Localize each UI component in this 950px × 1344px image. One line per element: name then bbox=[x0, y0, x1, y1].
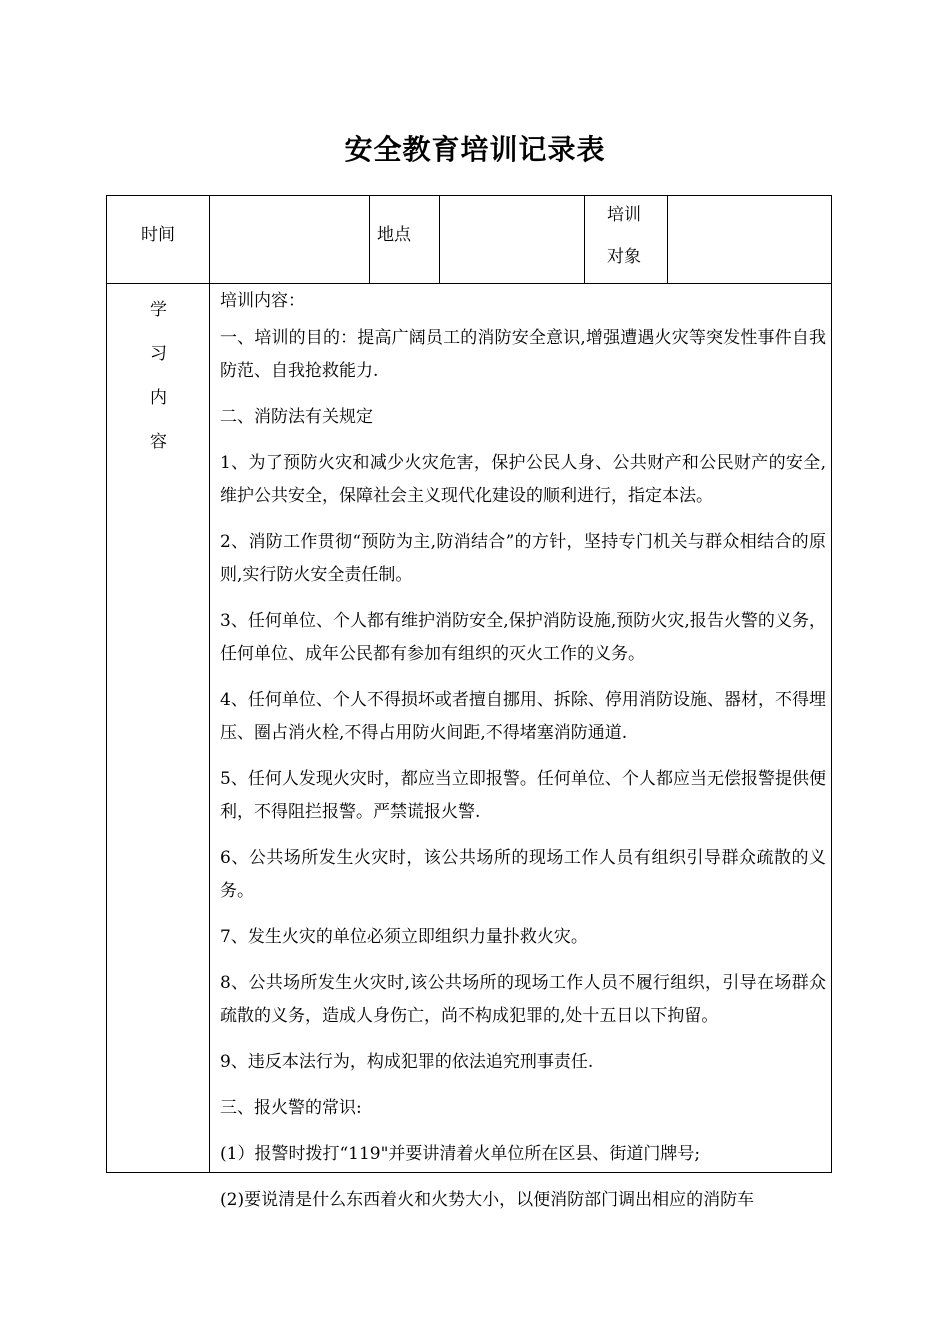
target-label-line1: 培训 bbox=[607, 205, 641, 225]
location-value[interactable] bbox=[440, 216, 584, 256]
location-label: 地点 bbox=[377, 225, 411, 245]
target-label-line2: 对象 bbox=[607, 247, 641, 267]
divider bbox=[584, 196, 585, 284]
target-value[interactable] bbox=[668, 216, 830, 256]
content-paragraph: 2、消防工作贯彻“预防为主,防消结合”的方针，坚持专门机关与群众相结合的原则,实行防火安全责任制。 bbox=[220, 532, 826, 585]
time-label: 时间 bbox=[141, 225, 175, 245]
content-paragraph: 三、报火警的常识: bbox=[220, 1098, 362, 1118]
training-content bbox=[220, 288, 826, 1230]
content-paragraph: 9、违反本法行为，构成犯罪的依法追究刑事责任. bbox=[220, 1052, 594, 1072]
page-title: 安全教育培训记录表 bbox=[344, 133, 606, 166]
content-heading: 培训内容： bbox=[220, 291, 305, 311]
content-paragraph: (2)要说清是什么东西着火和火势大小，以便消防部门调出相应的消防车 bbox=[220, 1190, 755, 1210]
time-value[interactable] bbox=[210, 216, 369, 256]
side-label-char: 学 bbox=[150, 300, 167, 320]
divider bbox=[369, 196, 370, 284]
content-paragraph: 1、为了预防火灾和减少火灾危害，保护公民人身、公共财产和公民财产的安全,维护公共安全，保障社会主义现代化建设的顺利进行，指定本法。 bbox=[220, 453, 826, 506]
content-paragraph: 5、任何人发现火灾时，都应当立即报警。任何单位、个人都应当无偿报警提供便利，不得阻拦报警。严禁谎报火警. bbox=[220, 769, 826, 822]
content-paragraph: 6、公共场所发生火灾时，该公共场所的现场工作人员有组织引导群众疏散的义务。 bbox=[220, 848, 826, 901]
content-paragraph: 一、培训的目的：提高广阔员工的消防安全意识,增强遭遇火灾等突发性事件自我防范、自我抢救能力. bbox=[220, 328, 826, 381]
side-label-char: 习 bbox=[150, 344, 167, 364]
record-table bbox=[106, 195, 832, 1210]
content-paragraph: 7、发生火灾的单位必须立即组织力量扑救火灾。 bbox=[220, 927, 588, 947]
side-label-char: 容 bbox=[150, 432, 167, 452]
content-paragraph: 8、公共场所发生火灾时,该公共场所的现场工作人员不履行组织，引导在场群众疏散的义务，造成人身伤亡，尚不构成犯罪的,处十五日以下拘留。 bbox=[220, 973, 826, 1026]
content-paragraph: 二、消防法有关规定 bbox=[220, 407, 373, 427]
divider bbox=[107, 283, 831, 284]
study-content-label bbox=[107, 288, 210, 464]
content-paragraph: 3、任何单位、个人都有维护消防安全,保护消防设施,预防火灾,报告火警的义务，任何单位、成年公民都有参加有组织的灭火工作的义务。 bbox=[220, 611, 826, 664]
content-paragraph: 4、任何单位、个人不得损坏或者擅自挪用、拆除、停用消防设施、器材，不得埋压、圈占消火栓,不得占用防火间距,不得堵塞消防通道. bbox=[220, 690, 826, 743]
side-label-char: 内 bbox=[150, 388, 167, 408]
content-paragraph: (1）报警时拨打“119"并要讲清着火单位所在区县、街道门牌号; bbox=[220, 1144, 701, 1164]
